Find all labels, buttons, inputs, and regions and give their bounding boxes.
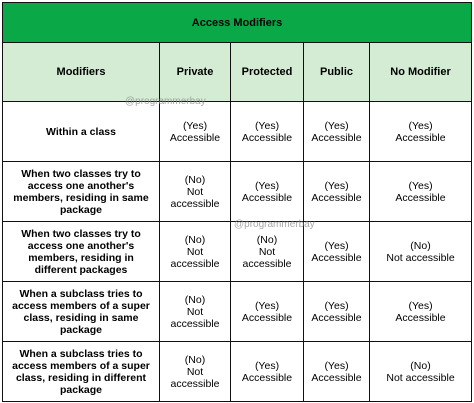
column-header-protected: Protected [231, 43, 304, 102]
cell-status: (Yes) [182, 119, 208, 132]
cell-status: (Yes) [324, 179, 349, 192]
cell-status: (Yes) [254, 179, 280, 192]
cell-public [304, 102, 370, 162]
cell-protected [231, 222, 304, 282]
row-label: When two classes try to access one another's members, residing in different packages [3, 222, 160, 282]
cell-status: (Yes) [408, 179, 433, 192]
cell-text: Accessible [241, 191, 293, 204]
row-label: Within a class [3, 102, 160, 162]
cell-status: (Yes) [408, 299, 433, 312]
cell-status: (No) [410, 359, 431, 372]
cell-status: (No) [184, 353, 206, 366]
cell-text: Accessible [311, 251, 362, 264]
cell-text: Accessible [169, 131, 221, 144]
cell-status: (Yes) [324, 299, 349, 312]
cell-status: (No) [184, 233, 206, 246]
table-row [3, 342, 472, 402]
cell-text: Not accessible [386, 251, 455, 264]
cell-status: (No) [184, 293, 206, 306]
cell-text: Accessible [395, 311, 446, 324]
cell-text: Accessible [241, 311, 293, 324]
cell-text: Accessible [311, 311, 362, 324]
cell-status: (Yes) [254, 119, 280, 132]
cell-public [304, 162, 370, 222]
cell-status: (Yes) [254, 359, 280, 372]
cell-text: Accessible [311, 131, 362, 144]
cell-status: (Yes) [324, 359, 349, 372]
cell-protected [231, 102, 304, 162]
cell-public [304, 282, 370, 342]
cell-text: Not accessible [170, 185, 220, 210]
cell-no-modifier [370, 342, 472, 402]
cell-status: (Yes) [324, 239, 349, 252]
cell-text: Accessible [241, 371, 293, 384]
cell-public [304, 222, 370, 282]
cell-no-modifier [370, 282, 472, 342]
cell-text: Not accessible [386, 371, 455, 384]
column-header-modifiers: Modifiers [3, 43, 160, 102]
cell-protected [231, 162, 304, 222]
cell-status: (No) [184, 173, 206, 186]
table-row [3, 162, 472, 222]
column-header-private: Private [160, 43, 231, 102]
cell-status: (Yes) [254, 299, 280, 312]
cell-private [160, 102, 231, 162]
cell-no-modifier [370, 162, 472, 222]
row-label: When a subclass tries to access members of a super class, residing in same package [3, 282, 160, 342]
cell-private [160, 282, 231, 342]
cell-private [160, 162, 231, 222]
row-label: When a subclass tries to access members of a super class, residing in different package [3, 342, 160, 402]
cell-status: (Yes) [408, 119, 433, 132]
cell-text: Accessible [311, 371, 362, 384]
cell-private [160, 222, 231, 282]
row-label: When two classes try to access one another's members, residing in same package [3, 162, 160, 222]
cell-status: (No) [256, 233, 278, 246]
cell-protected [231, 342, 304, 402]
cell-text: Not accessible [170, 305, 220, 330]
cell-no-modifier [370, 222, 472, 282]
table-row [3, 282, 472, 342]
column-header-row [3, 43, 472, 102]
cell-text: Not accessible [170, 365, 220, 390]
cell-private [160, 342, 231, 402]
cell-no-modifier [370, 102, 472, 162]
cell-public [304, 342, 370, 402]
cell-text: Not accessible [170, 245, 220, 270]
watermark-text: @programmerbay [125, 96, 206, 107]
cell-text: Accessible [311, 191, 362, 204]
table-row [3, 102, 472, 162]
column-header-no-modifier: No Modifier [370, 43, 472, 102]
cell-text: Not accessible [242, 245, 292, 270]
cell-text: Accessible [395, 131, 446, 144]
title-row [3, 3, 472, 43]
access-modifiers-table [2, 2, 472, 402]
watermark-text: @programmerbay [234, 219, 315, 230]
table-title: Access Modifiers [3, 3, 472, 43]
cell-text: Accessible [241, 131, 293, 144]
table-row [3, 222, 472, 282]
cell-text: Accessible [395, 191, 446, 204]
cell-status: (No) [410, 239, 431, 252]
cell-protected [231, 282, 304, 342]
cell-status: (Yes) [324, 119, 349, 132]
column-header-public: Public [304, 43, 370, 102]
